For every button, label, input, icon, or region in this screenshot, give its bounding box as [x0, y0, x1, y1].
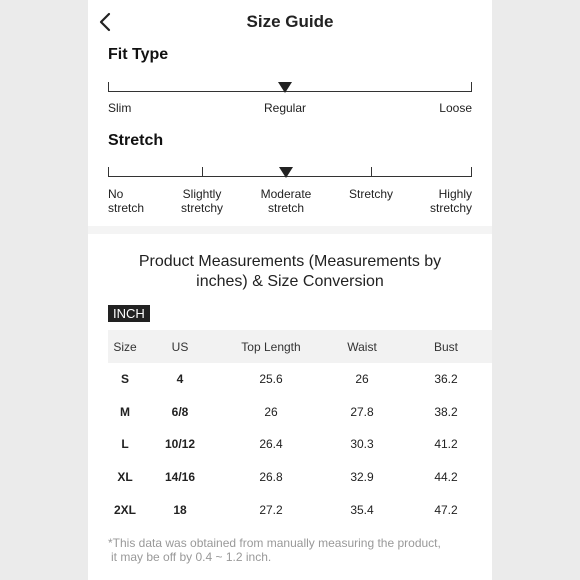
stretch-label-line: Stretchy [348, 187, 393, 201]
stretch-label-moderate [251, 187, 321, 215]
unit-badge[interactable]: INCH [108, 305, 150, 322]
stretch-label-line: stretch [108, 201, 145, 215]
stretch-marker-icon [279, 167, 293, 178]
table-row [108, 461, 492, 494]
cell-size: S [120, 372, 129, 387]
fit-type-title: Fit Type [108, 46, 169, 63]
cell-size: M [120, 404, 130, 419]
stretch-label-highly [412, 187, 472, 215]
stretch-tick [371, 167, 372, 177]
cell-top-length: 25.6 [259, 372, 283, 387]
table-header-row [108, 330, 492, 363]
cell-us: 14/16 [164, 470, 196, 485]
cell-us: 10/12 [164, 437, 196, 452]
cell-top-length: 27.2 [259, 502, 283, 517]
column-header-us: US [171, 339, 189, 354]
cell-top-length: 26.8 [259, 470, 283, 485]
cell-bust: 38.2 [434, 404, 458, 419]
size-table [108, 330, 492, 526]
stretch-label-line: Moderate [260, 187, 312, 201]
stretch-label-line: stretch [267, 201, 304, 215]
stretch-tick [108, 167, 109, 177]
stretch-label-line: No [108, 187, 124, 201]
column-header-top-length: Top Length [241, 339, 301, 354]
cell-waist: 26 [355, 372, 369, 387]
cell-waist: 32.9 [350, 470, 374, 485]
measurements-title-line: Product Measurements (Measurements by [138, 253, 442, 270]
fit-type-tick [471, 82, 472, 92]
fit-type-label-loose: Loose [439, 101, 472, 115]
column-header-size: Size [113, 339, 137, 354]
measurement-note [108, 536, 472, 564]
stretch-tick [471, 167, 472, 177]
cell-bust: 36.2 [434, 372, 458, 387]
stretch-tick [202, 167, 203, 177]
note-line: it may be off by 0.4 ~ 1.2 inch. [111, 550, 272, 564]
table-row [108, 363, 492, 396]
cell-us: 18 [173, 502, 187, 517]
cell-us: 6/8 [171, 404, 189, 419]
cell-waist: 30.3 [350, 437, 374, 452]
cell-waist: 35.4 [350, 502, 374, 517]
measurements-title [128, 252, 452, 292]
note-line: *This data was obtained from manually measuring the product, [108, 536, 441, 550]
table-row [108, 428, 492, 461]
cell-bust: 41.2 [434, 437, 458, 452]
stretch-label-line: Slightly [182, 187, 222, 201]
fit-type-label-regular: Regular [263, 101, 307, 115]
cell-size: L [121, 437, 129, 452]
table-row [108, 396, 492, 429]
stretch-label-line: stretchy [180, 201, 223, 215]
header [88, 0, 492, 44]
cell-size: XL [117, 470, 133, 485]
fit-type-marker-icon [278, 82, 292, 93]
measurements-title-line: inches) & Size Conversion [196, 273, 384, 290]
fit-type-label-slim: Slim [108, 101, 132, 115]
cell-bust: 44.2 [434, 470, 458, 485]
stretch-label-no-stretch [108, 187, 144, 215]
page-title: Size Guide [246, 12, 334, 31]
stretch-label-line: stretchy [429, 201, 472, 215]
stretch-label-slightly [172, 187, 232, 215]
stretch-label-line: Highly [438, 187, 472, 201]
cell-bust: 47.2 [434, 502, 458, 517]
stretch-label-stretchy [341, 187, 401, 201]
cell-top-length: 26.4 [259, 437, 283, 452]
section-divider [88, 226, 492, 234]
column-header-bust: Bust [433, 339, 458, 354]
fit-type-tick [108, 82, 109, 92]
cell-top-length: 26 [264, 404, 278, 419]
cell-waist: 27.8 [350, 404, 374, 419]
cell-size: 2XL [113, 502, 136, 517]
cell-us: 4 [176, 372, 184, 387]
table-row [108, 493, 492, 526]
stretch-title: Stretch [108, 132, 164, 149]
column-header-waist: Waist [347, 339, 377, 354]
size-guide-page [88, 0, 492, 580]
